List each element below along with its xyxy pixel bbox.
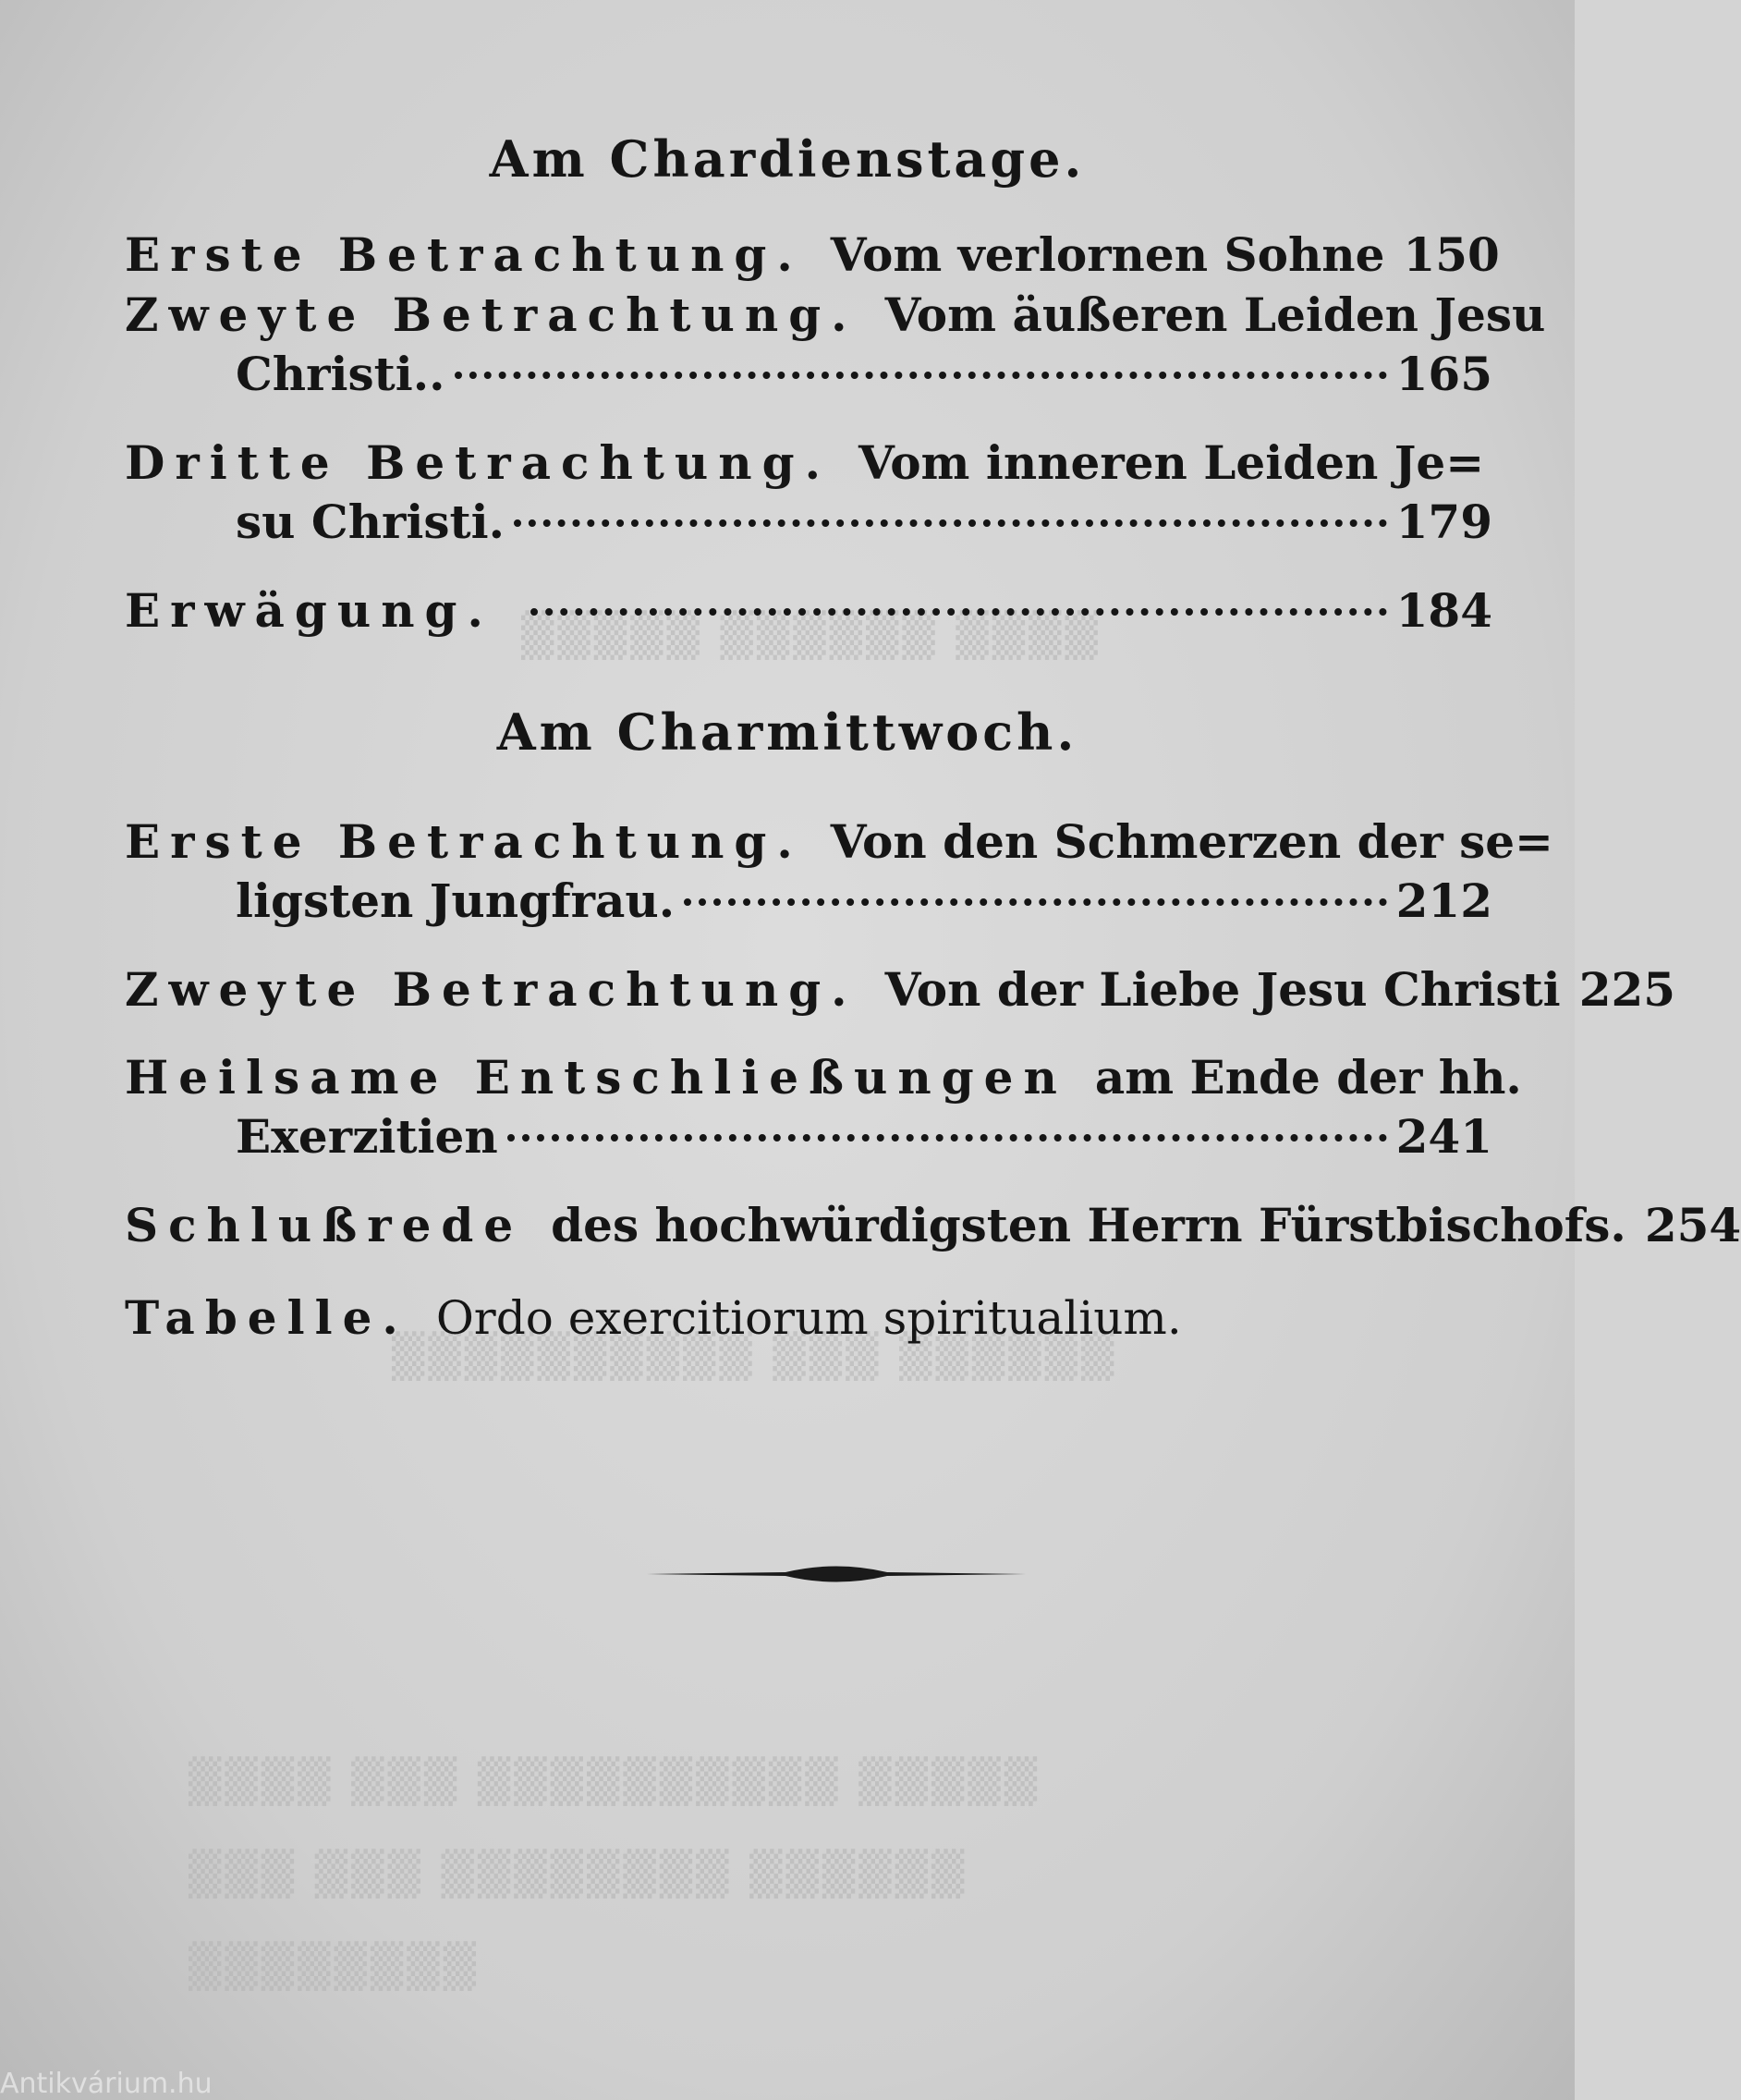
end-ornament	[647, 1560, 1026, 1588]
toc-entry	[125, 813, 1553, 932]
dot-leader	[455, 372, 1387, 379]
entry-continuation: ligsten Jungfrau.	[236, 873, 676, 928]
toc-entry	[125, 582, 1492, 641]
entry-continuation: Exerzitien	[236, 1109, 498, 1164]
page-number: 150	[1403, 227, 1500, 282]
page-number: 165	[1395, 347, 1492, 401]
entry-title: Vom inneren Leiden Je=	[858, 435, 1485, 490]
entry-keyword: Zweyte Betrachtung.	[125, 287, 858, 342]
dot-leader	[684, 898, 1387, 906]
bleed-through-4: ▒▒▒▒▒▒ ▒▒▒▒▒▒▒▒ ▒▒▒ ▒▒▒	[185, 1849, 965, 1899]
dot-leader	[530, 608, 1387, 616]
section-heading: Am Charmittwoch.	[496, 702, 1078, 762]
toc-entry	[125, 961, 1676, 1020]
section-heading: Am Chardienstage.	[489, 129, 1086, 189]
entry-title: am Ende der hh.	[1094, 1050, 1522, 1105]
entry-keyword: Dritte Betrachtung.	[125, 435, 831, 490]
entry-title: Ordo exercitiorum spiritualium.	[435, 1291, 1182, 1345]
page-number: 179	[1395, 494, 1492, 549]
entry-continuation: su Christi.	[236, 494, 505, 549]
entry-title: des hochwürdigsten Herrn Fürstbischofs.	[551, 1198, 1626, 1252]
toc-entry	[125, 1049, 1522, 1167]
watermark: Antikvárium.hu	[0, 2068, 213, 2100]
toc-entry	[125, 226, 1500, 286]
dot-leader	[507, 1134, 1387, 1142]
entry-keyword: Heilsame Entschließungen	[125, 1050, 1067, 1105]
page-number: 212	[1395, 873, 1492, 928]
bleed-through-3: ▒▒▒▒▒ ▒▒▒▒▒▒▒▒▒▒ ▒▒▒ ▒▒▒▒	[185, 1756, 1038, 1806]
page-number: 241	[1395, 1109, 1492, 1164]
toc-entry	[125, 287, 1546, 405]
entry-keyword: Erste Betrachtung.	[125, 227, 803, 282]
entry-title: Vom verlornen Sohne	[830, 227, 1385, 282]
page-number: 225	[1578, 962, 1676, 1017]
entry-title: Von den Schmerzen der se=	[830, 814, 1553, 869]
entry-title: Vom äußeren Leiden Jesu	[884, 287, 1546, 342]
entry-keyword: Schlußrede	[125, 1198, 524, 1252]
bleed-through-5: ▒▒▒▒▒▒▒▒	[185, 1941, 477, 1991]
page-number: 184	[1395, 583, 1492, 638]
toc-entry	[125, 1289, 1492, 1349]
entry-continuation: Christi..	[236, 347, 445, 401]
entry-title: Von der Liebe Jesu Christi	[884, 962, 1561, 1017]
toc-entry	[125, 1197, 1741, 1256]
bleed-through-2: ▒▒▒▒▒▒ ▒▒▒ ▒▒▒▒▒▒▒▒▒▒	[388, 1331, 1114, 1381]
entry-keyword: Erste Betrachtung.	[125, 814, 803, 869]
entry-keyword: Tabelle.	[125, 1290, 408, 1345]
entry-keyword: Zweyte Betrachtung.	[125, 962, 858, 1017]
toc-entry	[125, 434, 1492, 553]
bleed-through-1: ▒▒▒▒ ▒▒▒▒▒▒ ▒▒▒▒▒	[517, 610, 1098, 660]
dot-leader	[514, 519, 1387, 527]
page-number: 254	[1644, 1198, 1741, 1252]
entry-keyword: Erwägung.	[125, 583, 493, 638]
